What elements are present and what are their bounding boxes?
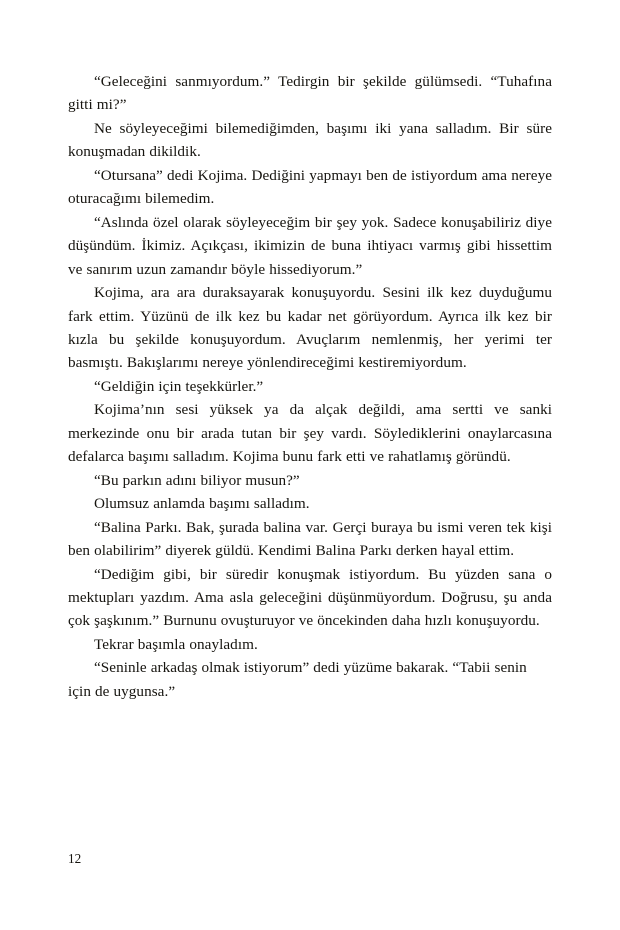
- paragraph: “Aslında özel olarak söyleyeceğim bir şey yok. Sadece konuşabiliriz diye düşündüm. İkimiz. Açıkçası, ikimizin de buna ihtiyacı varmış gibi hissettim ve sanırım uzun zamandır böyle hissediyorum.”: [68, 213, 552, 278]
- paragraph: Tekrar başımla onayladım.: [94, 635, 258, 653]
- paragraph: Ne söyleyeceğimi bilemediğimden, başımı iki yana salladım. Bir süre konuşmadan dikildik.: [68, 119, 552, 161]
- paragraph: Kojima, ara ara duraksayarak konuşuyordu. Sesini ilk kez duyduğumu fark ettim. Yüzünü de ilk kez bu kadar net görüyordum. Ayrıca ilk kez bir kızla bu şekilde konuşuyordum. Avuçlarım nemlenmiş, her yerimi ter basmıştı. Bakışlarımı nereye yönlendireceğimi kestiremiyordum.: [68, 284, 552, 372]
- paragraph: “Bu parkın adını biliyor musun?”: [94, 471, 300, 489]
- paragraph: “Seninle arkadaş olmak istiyorum” dedi yüzüme bakarak. “Tabii senin için de uygunsa.”: [68, 659, 527, 700]
- page-body-text: [68, 70, 552, 703]
- paragraph: “Balina Parkı. Bak, şurada balina var. Gerçi buraya bu ismi veren tek kişi ben olabilirim” diyerek güldü. Kendimi Balina Parkı derken hayal ettim.: [68, 518, 552, 560]
- page-number: 12: [68, 851, 82, 866]
- paragraph: “Geldiğin için teşekkürler.”: [94, 377, 264, 395]
- paragraph: Kojima’nın sesi yüksek ya da alçak değildi, ama sertti ve sanki merkezinde onu bir arada tutan bir şey vardı. Söylediklerini onaylarcasına defalarca başımı salladım. Kojima bunu fark etti ve rahatlamış göründü.: [68, 401, 552, 466]
- paragraph: “Otursana” dedi Kojima. Dediğini yapmayı ben de istiyordum ama nereye oturacağımı bilemedim.: [68, 166, 552, 208]
- paragraph: “Dediğim gibi, bir süredir konuşmak istiyordum. Bu yüzden sana o mektupları yazdım. Ama asla geleceğini düşünmüyordum. Doğrusu, şu anda çok şaşkınım.” Burnunu ovuşturuyor ve öncekinden daha hızlı konuşuyordu.: [68, 565, 552, 630]
- paragraph: Olumsuz anlamda başımı salladım.: [94, 495, 310, 513]
- paragraph: “Geleceğini sanmıyordum.” Tedirgin bir şekilde gülümsedi. “Tuhafına gitti mi?”: [68, 73, 552, 114]
